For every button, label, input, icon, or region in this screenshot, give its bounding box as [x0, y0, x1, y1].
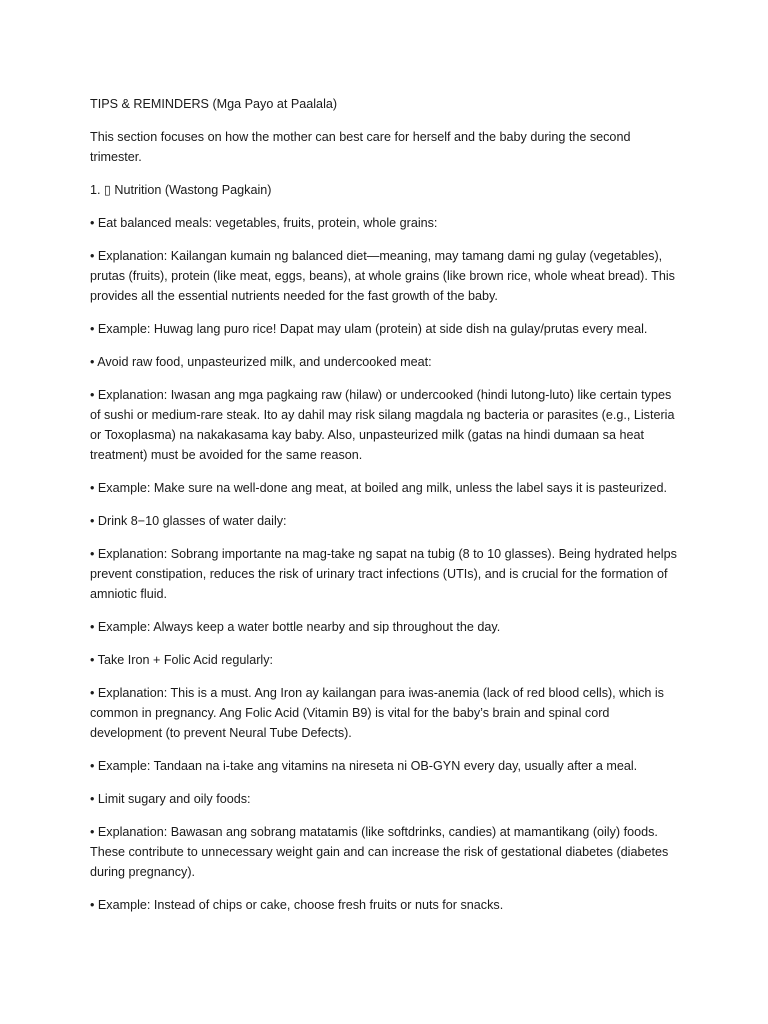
- bullet-avoid-raw-food: • Avoid raw food, unpasteurized milk, and undercooked meat:: [90, 355, 432, 369]
- document-body: [90, 94, 680, 928]
- bullet-example-balanced-diet: • Example: Huwag lang puro rice! Dapat may ulam (protein) at side dish na gulay/prutas every meal.: [90, 322, 648, 336]
- bullet-limit-sugary-oily: • Limit sugary and oily foods:: [90, 792, 251, 806]
- bullet-example-water: • Example: Always keep a water bottle nearby and sip throughout the day.: [90, 620, 501, 634]
- bullet-explanation-water: • Explanation: Sobrang importante na mag-take ng sapat na tubig (8 to 10 glasses). Being hydrated helps prevent constipation, reduces the risk of urinary tract infections (UTIs), and is crucial for the formation of amniotic fluid.: [90, 547, 677, 601]
- bullet-drink-water: • Drink 8−10 glasses of water daily:: [90, 514, 287, 528]
- bullet-iron-folic-acid: • Take Iron + Folic Acid regularly:: [90, 653, 274, 667]
- page-heading: TIPS & REMINDERS (Mga Payo at Paalala): [90, 97, 338, 111]
- intro-paragraph: This section focuses on how the mother can best care for herself and the baby during the second trimester.: [90, 130, 631, 164]
- bullet-example-raw-food: • Example: Make sure na well-done ang meat, at boiled ang milk, unless the label says it is pasteurized.: [90, 481, 668, 495]
- bullet-example-sugary-oily: • Example: Instead of chips or cake, choose fresh fruits or nuts for snacks.: [90, 898, 504, 912]
- section-title: 1. ▯ Nutrition (Wastong Pagkain): [90, 183, 272, 197]
- bullet-explanation-raw-food: • Explanation: Iwasan ang mga pagkaing raw (hilaw) or undercooked (hindi lutong-luto) like certain types of sushi or medium-rare steak. Ito ay dahil may risk silang magdala ng bacteria or parasites (e.g., Listeria or Toxoplasma) na nakakasama kay baby. Also, unpasteurized milk (gatas na hindi dumaan sa heat treatment) must be avoided for the same reason.: [90, 388, 675, 462]
- bullet-example-iron-folic: • Example: Tandaan na i-take ang vitamins na nireseta ni OB-GYN every day, usually after a meal.: [90, 759, 638, 773]
- bullet-balanced-meals: • Eat balanced meals: vegetables, fruits, protein, whole grains:: [90, 216, 438, 230]
- bullet-explanation-iron-folic: • Explanation: This is a must. Ang Iron ay kailangan para iwas-anemia (lack of red blood cells), which is common in pregnancy. Ang Folic Acid (Vitamin B9) is vital for the baby’s brain and spinal cord development (to prevent Neural Tube Defects).: [90, 686, 664, 740]
- bullet-explanation-sugary-oily: • Explanation: Bawasan ang sobrang matatamis (like softdrinks, candies) at mamantikang (oily) foods. These contribute to unnecessary weight gain and can increase the risk of gestational diabetes (diabetes during pregnancy).: [90, 825, 669, 879]
- bullet-explanation-balanced-diet: • Explanation: Kailangan kumain ng balanced diet—meaning, may tamang dami ng gulay (vegetables), prutas (fruits), protein (like meat, eggs, beans), at whole grains (like brown rice, whole wheat bread). This provides all the essential nutrients needed for the fast growth of the baby.: [90, 249, 675, 303]
